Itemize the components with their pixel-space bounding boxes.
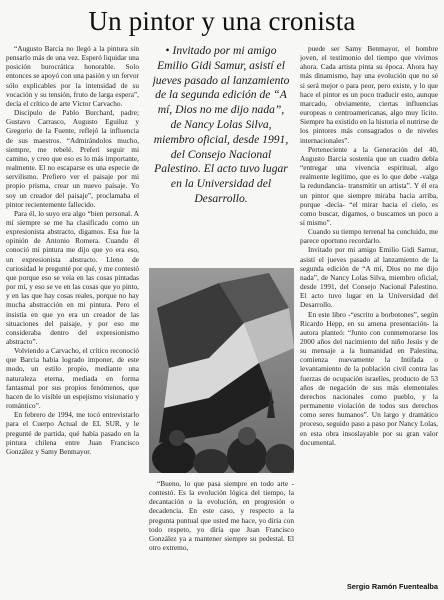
paragraph: Perteneciente a la Generación del 40, Augusto Barcia sostenía que un cuadro debía “entregar una vivencia espiritual, algo realmente legítimo, que es lo que debe -valga la redundancia- transmitir un artista”. Y él era un pintor que siempre miraba hacia arriba, porque -decía- “el mirar hacia el cielo, es como buscar, digamos, o buscamos un poco a sí mismo”. xyxy=(300,144,438,227)
paragraph: “Bueno, lo que pasa siempre en todo arte -contestó. Es la evolución lógica del tiempo, la decantación o la evolución, en progresión o decadencia. En este caso, y respecto a la pregunta puntual que usted me hace, yo diría con todo respeto, yo diría que Juan Francisco González ya a mantener siempre su pedestal. El otro extremo, xyxy=(149,479,294,553)
paragraph: “Augusto Barcia no llegó a la pintura sin pensarlo más de una vez. Esperó liquidar una posición burocrática honorable. Solo entonces se apoyó con una pasión y un fervor sólo explicables por la intensidad de su vocación y su tensión, fruto de larga espera”, decía el crítico de arte Víctor Carvacho. xyxy=(6,44,139,108)
headline: Un pintor y una cronista xyxy=(88,6,356,36)
paragraph: Para él, lo suyo era algo “bien personal. A mí siempre se me ha clasificado como un expresionista abstracto, digamos. Esa fue la opinión de Antonio Romera. Cuando él conoció mi pintura me dijo que yo era eso, un expresionista abstracto. Lleno de curiosidad le pregunté por qué, y me contestó que porque eso se veía en las cosas pintadas por mí, y eso se ve en las cosas que yo pinto, y en las que hay cosas reales, porque no hay mucha abstracción en mi pintura. Pero el insistía en que yo era un creador de las situaciones del paisaje, y por eso me consideraba dentro del expresionismo abstracto”. xyxy=(6,208,139,346)
article-column-middle xyxy=(149,479,294,597)
paragraph: Volviendo a Carvacho, el crítico reconoció que Barcia había logrado imponer, de este modo, un estilo propio, mediante una naturaleza eterna, mediada en forma fantasmal por sus propios fenómenos, que hacen de lo visible un espejismo visionario y romántico”. xyxy=(6,346,139,411)
byline: Sergio Ramón Fuentealba xyxy=(346,582,438,591)
article-column-right xyxy=(300,44,438,579)
paragraph: En este libro -“escrito a borbotones”, según Ricardo Hepp, en su amena presentación- la autora planteó: “Junto con conmemorarse los 2000 años del nacimiento del niño Jesús y de su mensaje a la humanidad en Palestina, comienza nuevamente la Intifada o levantamiento de la población civil contra las fuerzas de ocupación israelíes, producto de 53 años de negación de sus más elementales derechos nacionales como pueblo, y la permanente violación de todos sus derechos como seres humanos”. Un largo y dramático proceso, seguido paso a paso por Nancy Lolas, en esta obra insoslayable por su gran valor documental. xyxy=(300,309,438,447)
paragraph: Cuando su tiempo terrenal ha concluido, me parece oportuno recordarlo. xyxy=(300,227,438,246)
paragraph: Invitado por mi amigo Emilio Gidi Samur, asistí el jueves pasado al lanzamiento de la segunda edición de “A mí, Dios no me dijo nada”, de Nancy Lolas Silva, miembro oficial, desde 1991, del Consejo Nacional Palestino. El acto tuvo lugar en la Universidad del Desarrollo. xyxy=(300,245,438,310)
paragraph: Discípulo de Pablo Burchard, padre; Gustavo Carrasco, Augusto Eguiluz y Gregorio de la Fuente, reflejó la influencia de sus maestros. “Admirándolos mucho, siempre, me rebelé. Preferí seguir mi camino, y creo que eso es lo más importante, realmente. El no escaparse es una especie de servilismo. Prefiero ver el paisaje por mi propio prisma, crear un nuevo paisaje. Yo soy un creador del paisaje”, proclamaba el pintor recientemente fallecido. xyxy=(6,108,139,209)
pull-quote xyxy=(152,44,290,262)
pull-quote-text: Invitado por mi amigo Emilio Gidi Samur, asistí el jueves pasado al lanzamiento de la segunda edición de “A mí, Dios no me dijo nada”, de Nancy Lolas Silva, miembro oficial, desde 1991, del Consejo Nacional Palestino. El acto tuvo lugar en la Universidad del Desarrollo. xyxy=(152,44,290,205)
bullet-icon: • xyxy=(165,44,170,57)
paragraph: En febrero de 1994, me tocó entrevistarlo para el Cuerpo Actual de EL SUR, y le pregunté de partida, qué había pasado en la pintura chilena entre Juan Francisco González y Samy Benmayor. xyxy=(6,410,139,456)
paragraph: puede ser Samy Benmayor, el hombre joven, el testimonio del tiempo que vivimos ahora. Cada artista pinta su época. Ahora hay más dinamismo, hay una evolución que no sé si será mejor o para peor, pero existe, y lo que hace el pintor es un poco traducir esto, aunque marcado, obviamente, ciertas influencias europeas o centroamericanas, algo muy lícito. Siempre ha existido en la historia el nutrirse de los pintores más consagrados o de niveles internacionales”. xyxy=(300,44,438,145)
article-column-left xyxy=(6,44,139,597)
flag-photo-image xyxy=(149,268,294,473)
flag-photo xyxy=(149,268,294,473)
